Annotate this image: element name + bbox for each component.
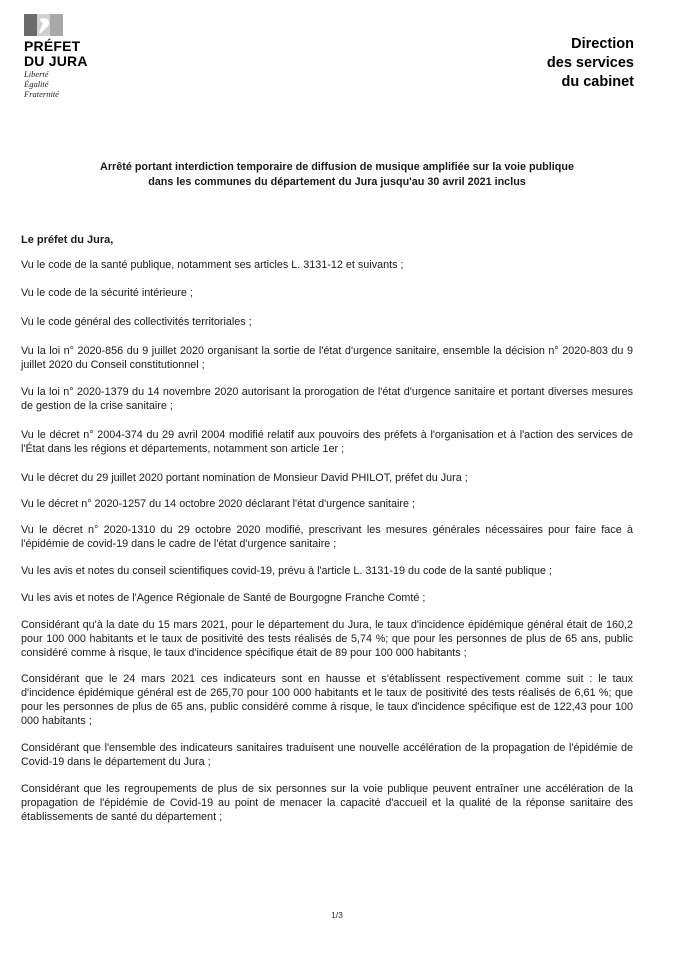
paragraph-vu-decret-nomination: Vu le décret du 29 juillet 2020 portant nomination de Monsieur David PHILOT, préfet du Jura ; — [21, 472, 468, 484]
decree-title — [30, 160, 644, 190]
department-line-3: du cabinet — [561, 74, 634, 90]
motto-liberte: Liberté — [24, 69, 49, 79]
paragraph-vu-loi-2020-1379: Vu la loi n° 2020-1379 du 14 novembre 2020 autorisant la prorogation de l'état d'urgence sanitaire et portant diverses mesures de gestion de la crise sanitaire ; — [21, 386, 633, 412]
title-line-1: Arrêté portant interdiction temporaire de diffusion de musique amplifiée sur la voie publique — [100, 161, 574, 173]
logo-line-1: PRÉFET — [24, 38, 81, 54]
marianne-logo-icon — [24, 14, 68, 36]
prefecture-logo — [24, 14, 164, 99]
paragraph-vu-avis-conseil: Vu les avis et notes du conseil scientifiques covid-19, prévu à l'article L. 3131-19 du code de la santé publique ; — [21, 565, 553, 577]
motto-fraternite: Fraternité — [24, 89, 59, 99]
paragraph-vu-avis-ars: Vu les avis et notes de l'Agence Régionale de Santé de Bourgogne Franche Comté ; — [21, 592, 426, 604]
paragraph-vu-loi-2020-856: Vu la loi n° 2020-856 du 9 juillet 2020 organisant la sortie de l'état d'urgence sanitaire, ensemble la décision n° 2020-803 du 9 juillet 2020 du Conseil constitutionnel ; — [21, 345, 633, 371]
page-number: 1/3 — [331, 910, 343, 920]
logo-line-2: DU JURA — [24, 53, 88, 69]
title-line-2: dans les communes du département du Jura jusqu'au 30 avril 2021 inclus — [148, 176, 526, 188]
department-line-1: Direction — [571, 36, 634, 52]
paragraph-considerant-15-mars: Considérant qu'à la date du 15 mars 2021, pour le département du Jura, le taux d'incidence épidémique général était de 160,2 pour 100 000 habitants et le taux de positivité des tests réalisés de 5,74 %; que pour les personnes de plus de 65 ans, public considéré comme à risque, le taux d'incidence spécifique était de 89 pour 100 000 habitants ; — [21, 619, 633, 659]
paragraph-vu-decret-2020-1257: Vu le décret n° 2020-1257 du 14 octobre 2020 déclarant l'état d'urgence sanitaire ; — [21, 498, 415, 510]
paragraph-vu-decret-2020-1310: Vu le décret n° 2020-1310 du 29 octobre 2020 modifié, prescrivant les mesures générales nécessaires pour faire face à l'épidémie de covid-19 dans le cadre de l'état d'urgence sanitaire ; — [21, 524, 633, 550]
prefet-heading: Le préfet du Jura, — [21, 234, 114, 246]
decree-body — [21, 233, 633, 824]
paragraph-vu-code-securite: Vu le code de la sécurité intérieure ; — [21, 287, 193, 299]
motto-egalite: Égalité — [24, 79, 49, 89]
paragraph-vu-code-collectivites: Vu le code général des collectivités territoriales ; — [21, 316, 252, 328]
paragraph-vu-code-sante: Vu le code de la santé publique, notamment ses articles L. 3131-12 et suivants ; — [21, 259, 404, 271]
paragraph-vu-decret-2004-374: Vu le décret n° 2004-374 du 29 avril 2004 modifié relatif aux pouvoirs des préfets à l'organisation et à l'action des services de l'État dans les régions et départements, notamment son article 1er ; — [21, 429, 633, 455]
department-line-2: des services — [546, 55, 634, 71]
department-heading — [547, 35, 634, 92]
paragraph-considerant-24-mars: Considérant que le 24 mars 2021 ces indicateurs sont en hausse et s'établissent respectivement comme suit : le taux d'incidence épidémique général est de 265,70 pour 100 000 habitants et le taux de positivité des tests réalisés de 6,61 %; que pour les personnes de plus de 65 ans, public considéré comme à risque, le taux d'incidence spécifique est de 122,43 pour 100 000 habitants ; — [21, 673, 633, 727]
paragraph-considerant-regroupements: Considérant que les regroupements de plus de six personnes sur la voie publique peuvent entraîner une accélération de la propagation de l'épidémie de Covid-19 au point de menacer la capacité d'accueil et la qualité de la réponse sanitaire des établissements de santé du département ; — [21, 783, 633, 823]
paragraph-considerant-acceleration: Considérant que l'ensemble des indicateurs sanitaires traduisent une nouvelle accélération de la propagation de l'épidémie de Covid-19 dans le département du Jura ; — [21, 742, 633, 768]
